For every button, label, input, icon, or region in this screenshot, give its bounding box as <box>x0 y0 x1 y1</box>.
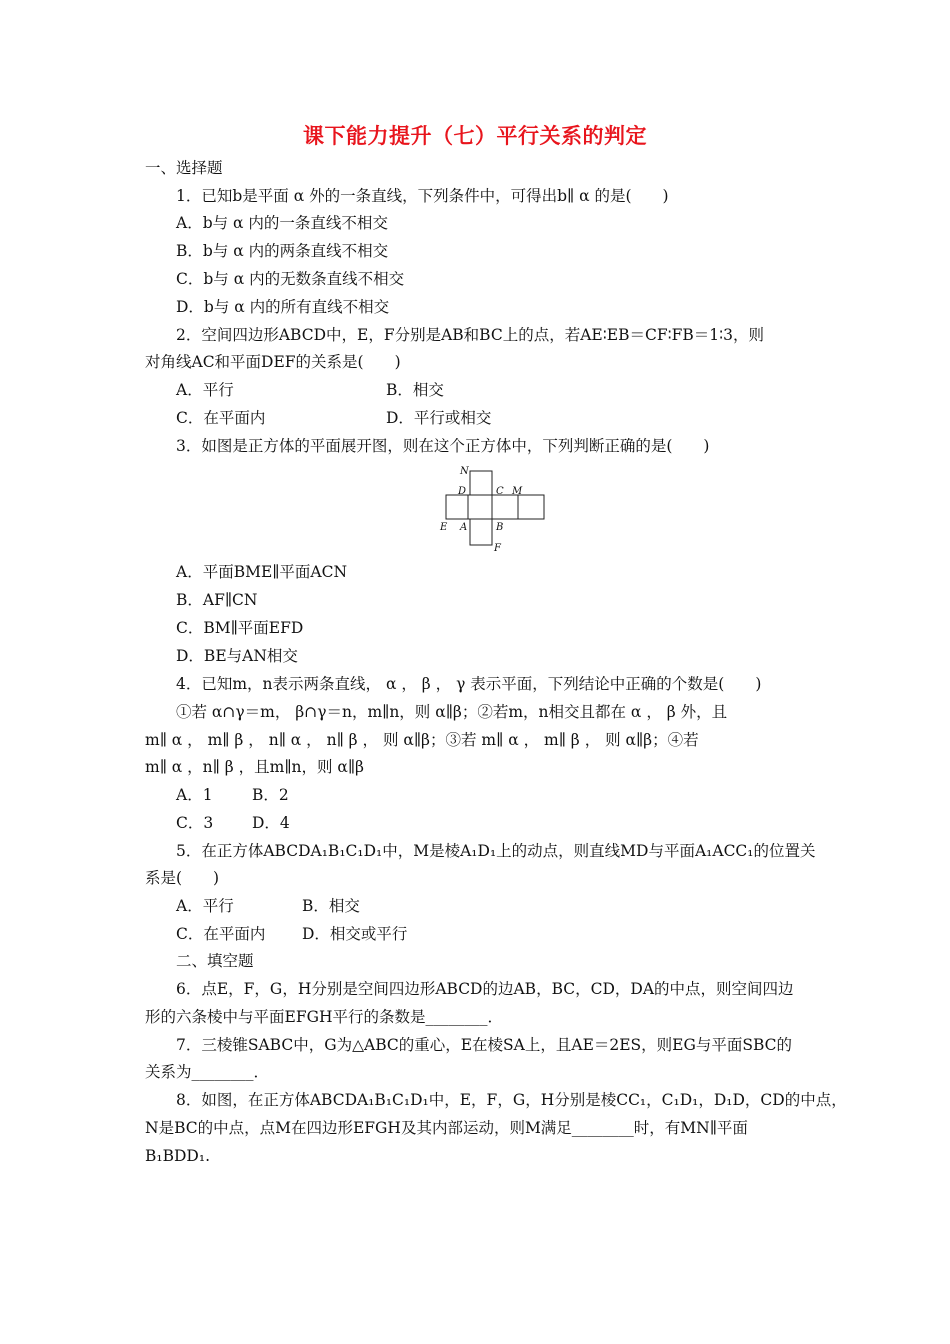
question-2-stem-line1: 2．空间四边形ABCD中，E，F分别是AB和BC上的点，若AE∶EB＝CF∶FB＝1∶3，则 <box>176 326 765 344</box>
question-1-stem: 1．已知b是平面 α 外的一条直线，下列条件中，可得出b∥ α 的是( ) <box>176 187 669 205</box>
question-8-line1: 8．如图，在正方体ABCDA₁B₁C₁D₁中，E，F，G，H分别是棱CC₁，C₁D₁，D₁D，CD的中点， <box>176 1091 847 1109</box>
question-2-option-a: A．平行 <box>176 381 234 399</box>
question-7-line1: 7．三棱锥SABC中，G为△ABC的重心，E在棱SA上，且AE＝2ES，则EG与平面SBC的 <box>176 1036 793 1054</box>
question-8-line2: N是BC的中点，点M在四边形EFGH及其内部运动，则M满足________时，有MN∥平面 <box>145 1119 748 1137</box>
label-d: D <box>458 486 467 497</box>
question-2-option-c: C．在平面内 <box>176 409 266 427</box>
section-heading: 二、填空题 <box>176 952 254 970</box>
net-square-row-2 <box>468 495 492 519</box>
question-4-line1: ①若 α∩γ＝m， β∩γ＝n，m∥n，则 α∥β；②若m，n相交且都在 α ， β 外，且 <box>176 703 728 721</box>
section-heading: 一、选择题 <box>145 159 223 177</box>
label-m: M <box>512 486 523 497</box>
net-square-row-3 <box>492 495 518 519</box>
cube-net-diagram <box>436 463 552 555</box>
question-2-stem-line2: 对角线AC和平面DEF的关系是( ) <box>145 353 401 371</box>
net-square-top <box>470 471 492 495</box>
question-5-option-a: A．平行 <box>176 897 234 915</box>
question-5-option-c: C．在平面内 <box>176 925 266 943</box>
question-3-option-d: D．BE与AN相交 <box>176 647 298 665</box>
question-3-option-a: A．平面BME∥平面ACN <box>176 563 348 581</box>
question-5-stem-line1: 5．在正方体ABCDA₁B₁C₁D₁中，M是棱A₁D₁上的动点，则直线MD与平面A₁ACC₁的位置关 <box>176 842 816 860</box>
question-7-line2: 关系为________． <box>145 1063 270 1081</box>
question-4-option-d: D．4 <box>252 814 290 832</box>
question-6-line2: 形的六条棱中与平面EFGH平行的条数是________． <box>145 1008 503 1026</box>
question-1-option-b: B．b与 α 内的两条直线不相交 <box>176 242 389 260</box>
question-2-option-d: D．平行或相交 <box>386 409 492 427</box>
question-2-option-b: B．相交 <box>386 381 444 399</box>
net-square-row-1 <box>446 495 468 519</box>
label-c: C <box>496 486 504 497</box>
label-e: E <box>440 522 448 533</box>
question-4-line2: m∥ α ， m∥ β ， n∥ α ， n∥ β ， 则 α∥β；③若 m∥ α ， m∥ β ， 则 α∥β；④若 <box>145 731 699 749</box>
question-4-line3: m∥ α ，n∥ β ，且m∥n，则 α∥β <box>145 758 364 776</box>
net-square-bottom <box>470 519 492 545</box>
question-4-option-a: A．1 <box>176 786 213 804</box>
question-5-option-d: D．相交或平行 <box>302 925 408 943</box>
question-4-option-c: C．3 <box>176 814 214 832</box>
question-8-line3: B₁BDD₁. <box>145 1147 210 1165</box>
question-3-option-b: B．AF∥CN <box>176 591 258 609</box>
question-4-option-b: B．2 <box>252 786 289 804</box>
question-4-stem: 4．已知m，n表示两条直线， α ， β ， γ 表示平面，下列结论中正确的个数是( ) <box>176 675 762 693</box>
question-6-line1: 6．点E，F，G，H分别是空间四边形ABCD的边AB，BC，CD，DA的中点，则空间四边 <box>176 980 794 998</box>
label-f: F <box>494 543 501 554</box>
question-5-stem-line2: 系是( ) <box>145 869 220 887</box>
question-3-stem: 3．如图是正方体的平面展开图，则在这个正方体中，下列判断正确的是( ) <box>176 437 710 455</box>
question-1-option-d: D．b与 α 内的所有直线不相交 <box>176 298 390 316</box>
question-3-option-c: C．BM∥平面EFD <box>176 619 304 637</box>
question-5-option-b: B．相交 <box>302 897 360 915</box>
label-n: N <box>460 466 469 477</box>
cube-net-figure <box>436 463 552 555</box>
net-square-row-4 <box>518 495 544 519</box>
label-a: A <box>460 522 468 533</box>
question-1-option-c: C．b与 α 内的无数条直线不相交 <box>176 270 405 288</box>
question-1-option-a: A．b与 α 内的一条直线不相交 <box>176 214 388 232</box>
page-title: 课下能力提升（七）平行关系的判定 <box>303 124 647 148</box>
label-b: B <box>496 522 504 533</box>
